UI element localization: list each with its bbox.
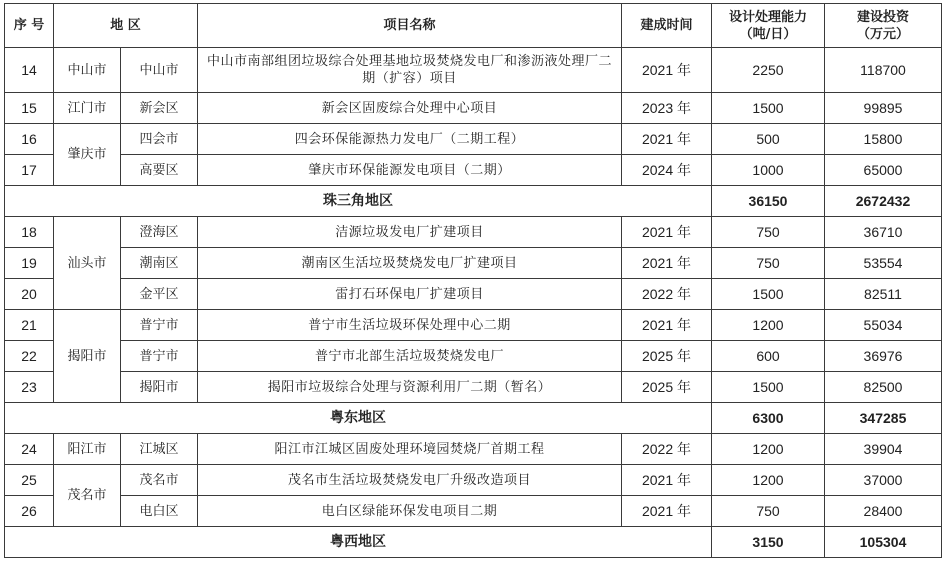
row-project: 四会环保能源热力发电厂（二期工程） <box>198 124 622 155</box>
row-year: 2021 年 <box>622 248 712 279</box>
row-capacity: 750 <box>712 248 825 279</box>
subtotal-investment: 347285 <box>825 403 942 434</box>
row-seq: 21 <box>5 310 54 341</box>
row-investment: 37000 <box>825 465 942 496</box>
row-city: 中山市 <box>54 48 121 93</box>
row-seq: 23 <box>5 372 54 403</box>
row-city: 肇庆市 <box>54 124 121 186</box>
header-project: 项目名称 <box>198 4 622 48</box>
row-district: 揭阳市 <box>121 372 198 403</box>
row-year: 2022 年 <box>622 279 712 310</box>
row-capacity: 600 <box>712 341 825 372</box>
table-row <box>5 434 942 465</box>
row-year: 2024 年 <box>622 155 712 186</box>
row-investment: 82500 <box>825 372 942 403</box>
row-seq: 25 <box>5 465 54 496</box>
row-capacity: 1500 <box>712 372 825 403</box>
subtotal-row <box>5 527 942 558</box>
table-row <box>5 248 942 279</box>
row-city: 茂名市 <box>54 465 121 527</box>
row-project: 潮南区生活垃圾焚烧发电厂扩建项目 <box>198 248 622 279</box>
row-city: 阳江市 <box>54 434 121 465</box>
table-row <box>5 155 942 186</box>
row-district: 电白区 <box>121 496 198 527</box>
row-project: 肇庆市环保能源发电项目（二期） <box>198 155 622 186</box>
subtotal-label: 粤东地区 <box>5 403 712 434</box>
row-capacity: 2250 <box>712 48 825 93</box>
row-capacity: 1200 <box>712 434 825 465</box>
row-year: 2021 年 <box>622 496 712 527</box>
row-seq: 24 <box>5 434 54 465</box>
table-row <box>5 310 942 341</box>
row-project: 茂名市生活垃圾焚烧发电厂升级改造项目 <box>198 465 622 496</box>
header-capacity-line1: 设计处理能力 <box>728 9 807 25</box>
subtotal-label: 粤西地区 <box>5 527 712 558</box>
row-investment: 99895 <box>825 93 942 124</box>
row-year: 2025 年 <box>622 341 712 372</box>
row-year: 2021 年 <box>622 217 712 248</box>
table-row <box>5 48 942 93</box>
subtotal-capacity: 6300 <box>712 403 825 434</box>
row-investment: 53554 <box>825 248 942 279</box>
table-row <box>5 279 942 310</box>
header-capacity <box>712 4 825 48</box>
row-district: 潮南区 <box>121 248 198 279</box>
subtotal-row <box>5 186 942 217</box>
row-district: 茂名市 <box>121 465 198 496</box>
row-year: 2025 年 <box>622 372 712 403</box>
header-seq: 序 号 <box>5 4 54 48</box>
table-row <box>5 217 942 248</box>
row-year: 2021 年 <box>622 465 712 496</box>
row-district: 高要区 <box>121 155 198 186</box>
table-row <box>5 465 942 496</box>
row-seq: 22 <box>5 341 54 372</box>
header-investment-line1: 建设投资 <box>856 9 909 25</box>
row-project: 电白区绿能环保发电项目二期 <box>198 496 622 527</box>
subtotal-capacity: 3150 <box>712 527 825 558</box>
row-investment: 36710 <box>825 217 942 248</box>
row-capacity: 500 <box>712 124 825 155</box>
row-year: 2021 年 <box>622 48 712 93</box>
row-seq: 20 <box>5 279 54 310</box>
row-seq: 26 <box>5 496 54 527</box>
row-investment: 36976 <box>825 341 942 372</box>
row-year: 2023 年 <box>622 93 712 124</box>
row-project: 普宁市北部生活垃圾焚烧发电厂 <box>198 341 622 372</box>
row-investment: 15800 <box>825 124 942 155</box>
row-investment: 82511 <box>825 279 942 310</box>
row-district: 普宁市 <box>121 341 198 372</box>
row-district: 金平区 <box>121 279 198 310</box>
subtotal-investment: 2672432 <box>825 186 942 217</box>
table-row <box>5 496 942 527</box>
row-capacity: 1200 <box>712 310 825 341</box>
row-project: 中山市南部组团垃圾综合处理基地垃圾焚烧发电厂和渗沥液处理厂二期（扩容）项目 <box>198 48 622 93</box>
row-year: 2021 年 <box>622 310 712 341</box>
subtotal-investment: 105304 <box>825 527 942 558</box>
row-capacity: 1200 <box>712 465 825 496</box>
row-investment: 28400 <box>825 496 942 527</box>
header-row <box>5 4 942 48</box>
subtotal-capacity: 36150 <box>712 186 825 217</box>
table-row <box>5 124 942 155</box>
table-row <box>5 93 942 124</box>
row-project: 揭阳市垃圾综合处理与资源利用厂二期（暂名） <box>198 372 622 403</box>
row-seq: 14 <box>5 48 54 93</box>
header-region: 地 区 <box>54 4 198 48</box>
row-seq: 15 <box>5 93 54 124</box>
row-investment: 118700 <box>825 48 942 93</box>
row-capacity: 750 <box>712 496 825 527</box>
header-investment <box>825 4 942 48</box>
row-city: 揭阳市 <box>54 310 121 403</box>
subtotal-label: 珠三角地区 <box>5 186 712 217</box>
row-investment: 39904 <box>825 434 942 465</box>
row-seq: 19 <box>5 248 54 279</box>
row-year: 2021 年 <box>622 124 712 155</box>
row-project: 阳江市江城区固废处理环境园焚烧厂首期工程 <box>198 434 622 465</box>
row-district: 四会市 <box>121 124 198 155</box>
row-capacity: 1000 <box>712 155 825 186</box>
row-district: 中山市 <box>121 48 198 93</box>
row-district: 澄海区 <box>121 217 198 248</box>
row-district: 普宁市 <box>121 310 198 341</box>
row-investment: 65000 <box>825 155 942 186</box>
row-district: 江城区 <box>121 434 198 465</box>
header-investment-line2: （万元） <box>856 26 909 42</box>
row-city: 江门市 <box>54 93 121 124</box>
row-district: 新会区 <box>121 93 198 124</box>
row-city: 汕头市 <box>54 217 121 310</box>
row-capacity: 750 <box>712 217 825 248</box>
subtotal-row <box>5 403 942 434</box>
row-project: 洁源垃圾发电厂扩建项目 <box>198 217 622 248</box>
row-capacity: 1500 <box>712 279 825 310</box>
table-row <box>5 341 942 372</box>
row-seq: 18 <box>5 217 54 248</box>
row-capacity: 1500 <box>712 93 825 124</box>
row-investment: 55034 <box>825 310 942 341</box>
project-table <box>4 3 942 558</box>
row-project: 新会区固废综合处理中心项目 <box>198 93 622 124</box>
header-capacity-line2: （吨/日） <box>739 26 797 42</box>
row-seq: 17 <box>5 155 54 186</box>
header-year: 建成时间 <box>622 4 712 48</box>
row-project: 普宁市生活垃圾环保处理中心二期 <box>198 310 622 341</box>
table-row <box>5 372 942 403</box>
row-seq: 16 <box>5 124 54 155</box>
row-year: 2022 年 <box>622 434 712 465</box>
row-project: 雷打石环保电厂扩建项目 <box>198 279 622 310</box>
